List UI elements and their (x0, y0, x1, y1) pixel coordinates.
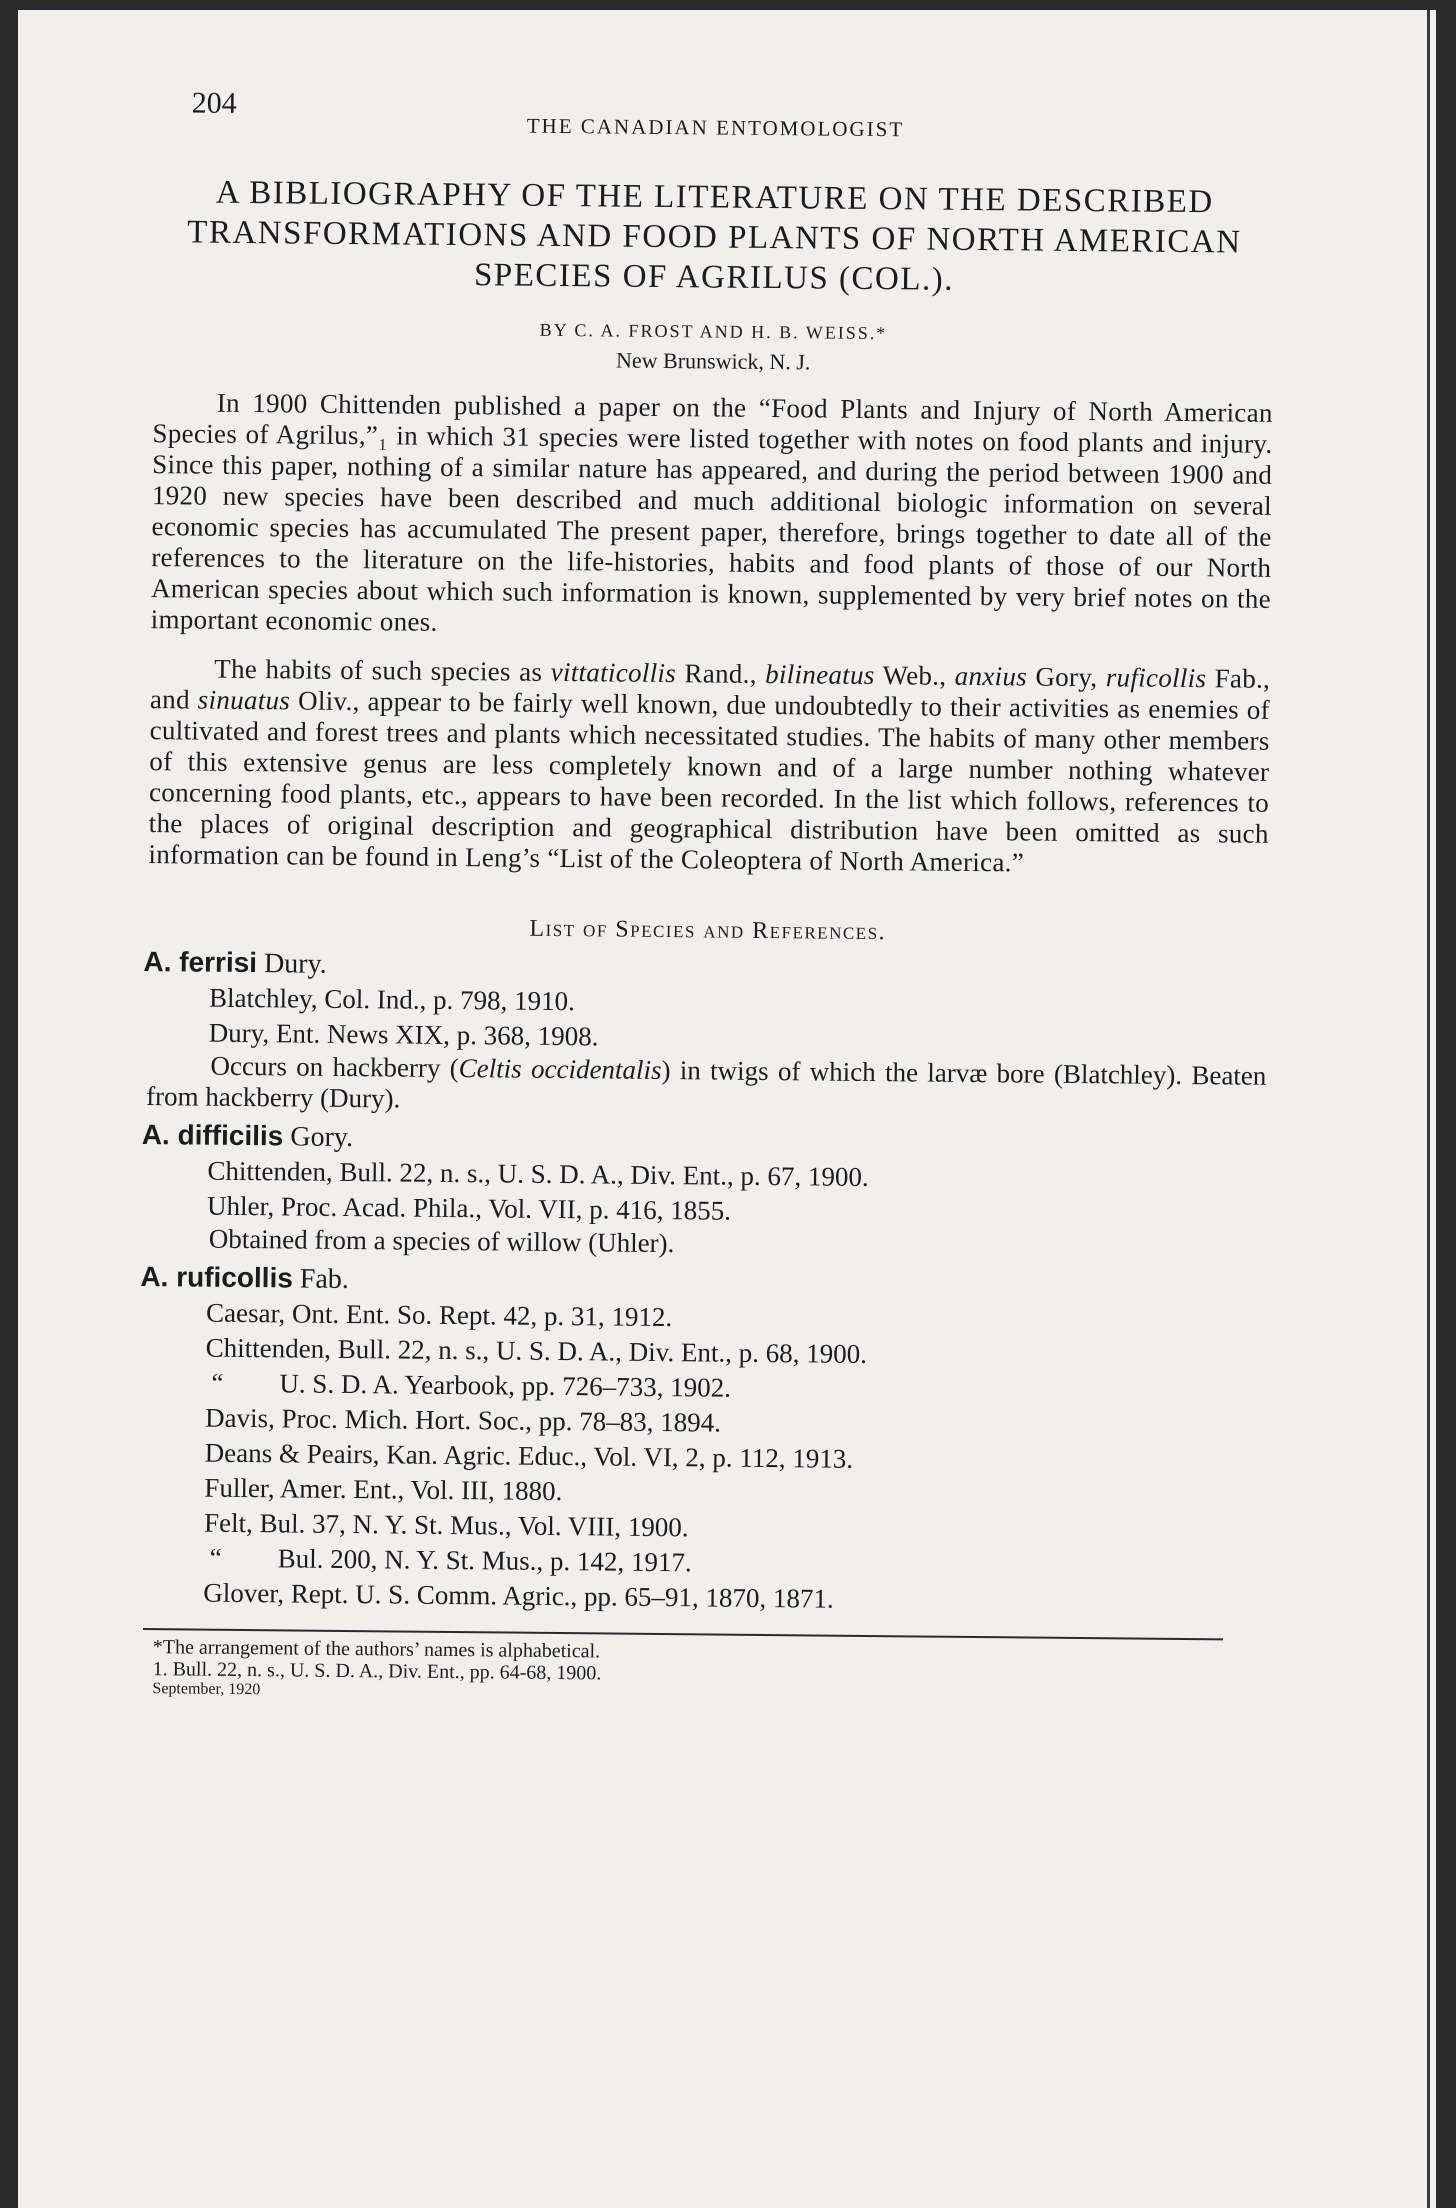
ditto-mark: “ (211, 1367, 224, 1398)
species-name: ruficollis (1105, 662, 1207, 694)
paragraph-1: In 1900 Chittenden published a paper on the “Food Plants and Injury of North American Species of Agrilus,”₁ in which 31 species were listed together with notes on food plants and injury. Since this paper, nothing of a similar nature has appeared, and during the period between 1900 and 1920 new species have been described and much additional biologic information on several economic species has accumulated The present paper, therefore, brings together to date all of the references to the literature on the life-histories, habits and food plants of those of our North American species about which such information is known, supplemented by very brief notes on the important economic ones. (150, 387, 1273, 637)
species-name: A. ruficollis (140, 1261, 294, 1294)
scanned-page (18, 10, 1436, 2208)
affiliation: New Brunswick, N. J. (615, 347, 811, 375)
text-run: Fab., and (149, 663, 1271, 715)
text-run: ) in twigs of which the larvæ bore (Blatchley). Beaten from hackberry (Dury). (146, 1054, 1267, 1114)
species-name: bilineatus (765, 658, 875, 691)
section-heading: List of Species and References. (529, 915, 887, 946)
species-note (146, 1050, 1267, 1123)
running-head: THE CANADIAN ENTOMOLOGIST (526, 113, 905, 142)
species-name: A. ferrisi (143, 946, 258, 979)
page-edge-shadow (1427, 10, 1430, 2208)
species-author: Gory. (290, 1121, 354, 1154)
text-run: Rand., (675, 658, 766, 689)
species-author: Dury. (263, 948, 327, 980)
host-plant-name: Celtis occidentalis (458, 1053, 662, 1085)
page-content (130, 70, 1286, 1709)
reference: Fuller, Amer. Ent., Vol. III, 1880. (204, 1472, 563, 1507)
reference: Felt, Bul. 37, N. Y. St. Mus., Vol. VIII, 1900. (203, 1507, 689, 1543)
text-run: Occurs on hackberry ( (210, 1050, 459, 1084)
reference: Uhler, Proc. Acad. Phila., Vol. VII, p. 416, 1855. (206, 1190, 732, 1226)
reference-text: U. S. D. A. Yearbook, pp. 726–733, 1902. (279, 1368, 732, 1403)
reference: Chittenden, Bull. 22, n. s., U. S. D. A., Div. Ent., p. 68, 1900. (205, 1332, 868, 1369)
page-number: 204 (191, 86, 237, 120)
reference: Chittenden, Bull. 22, n. s., U. S. D. A., Div. Ent., p. 67, 1900. (207, 1155, 869, 1192)
reference: Dury, Ent. News XIX, p. 368, 1908. (208, 1017, 599, 1052)
text-run: Oliv., appear to be fairly well known, due undoubtedly to their activities as enemies of cultivated and forest trees and plants which necessitated studies. The habits of many other members of this extensive genus are less completely known and of a large number nothing whatever concerning food plants, etc., appears to have been recorded. In the list which follows, references to the places of original description and geographical distribution have been omitted as such information can be found in Leng’s “List of the Coleoptera of North America.” (148, 685, 1271, 878)
reference-text: Bul. 200, N. Y. St. Mus., p. 142, 1917. (277, 1543, 692, 1578)
issue-date: September, 1920 (152, 1680, 261, 1699)
species-author: Fab. (299, 1263, 350, 1296)
species-note: Obtained from a species of willow (Uhler). (208, 1223, 675, 1259)
species-name: A. difficilis (141, 1119, 284, 1152)
reference: Glover, Rept. U. S. Comm. Agric., pp. 65–91, 1870, 1871. (203, 1577, 834, 1614)
species-name: vittaticollis (550, 656, 677, 689)
paragraph-2 (148, 653, 1270, 881)
species-name: sinuatus (197, 684, 291, 716)
ditto-mark: “ (209, 1542, 222, 1573)
reference: Davis, Proc. Mich. Hort. Soc., pp. 78–83, 1894. (204, 1402, 722, 1438)
reference: Blatchley, Col. Ind., p. 798, 1910. (208, 982, 575, 1017)
text-run: The habits of such species as (214, 653, 551, 687)
reference: Caesar, Ont. Ent. So. Rept. 42, p. 31, 1912. (205, 1297, 673, 1333)
text-run: Gory, (1026, 661, 1106, 693)
byline: BY C. A. FROST AND H. B. WEISS.* (539, 319, 888, 344)
article-title: A BIBLIOGRAPHY OF THE LITERATURE ON THE DESCRIBED TRANSFORMATIONS AND FOOD PLANTS OF NORTH AMERICAN SPECIES OF AGRILUS (COL.). (187, 174, 1242, 298)
footnote: 1. Bull. 22, n. s., U. S. D. A., Div. Ent., pp. 64-68, 1900. (152, 1658, 602, 1685)
species-name: anxius (954, 660, 1028, 692)
page-header (145, 70, 1286, 141)
text-run: Web., (874, 660, 955, 691)
reference: Deans & Peairs, Kan. Agric. Educ., Vol. VI, 2, p. 112, 1913. (204, 1437, 854, 1474)
footnote: *The arrangement of the authors’ names is alphabetical. (152, 1636, 601, 1663)
